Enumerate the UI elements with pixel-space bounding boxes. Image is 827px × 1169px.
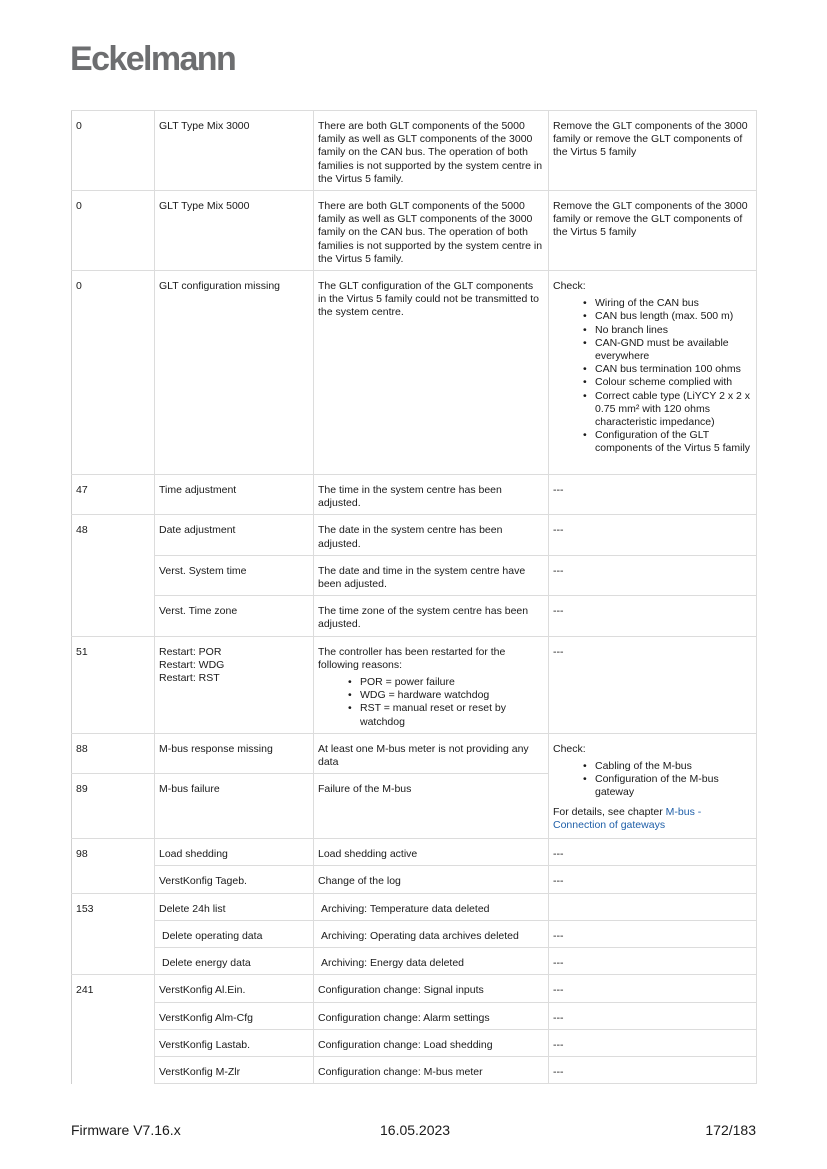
code-cell: [72, 866, 155, 893]
action-cell: [549, 271, 757, 475]
action-cell: ---: [549, 515, 757, 555]
footer-firmware-version: Firmware V7.16.x: [71, 1122, 181, 1138]
action-cell: ---: [549, 1056, 757, 1083]
description-cell: Change of the log: [314, 866, 549, 893]
code-cell: 153: [72, 893, 155, 920]
description-cell: Configuration change: Alarm settings: [314, 1002, 549, 1029]
description-cell: At least one M-bus meter is not providing any data: [314, 733, 549, 773]
table-row: [72, 1002, 757, 1029]
table-row: [72, 111, 757, 191]
code-cell: [72, 596, 155, 636]
table-row: [72, 733, 757, 773]
table-row: [72, 636, 757, 733]
name-cell: Time adjustment: [155, 475, 314, 515]
code-cell: [72, 1056, 155, 1083]
check-list: [553, 760, 752, 800]
name-cell: VerstKonfig Al.Ein.: [155, 975, 314, 1002]
table-row: [72, 475, 757, 515]
name-cell: M-bus failure: [155, 774, 314, 839]
action-cell: ---: [549, 596, 757, 636]
description-cell: The date in the system centre has been adjusted.: [314, 515, 549, 555]
restart-intro: The controller has been restarted for the following reasons:: [318, 645, 506, 671]
description-cell: Failure of the M-bus: [314, 774, 549, 839]
table-row: [72, 920, 757, 947]
description-cell: The date and time in the system centre have been adjusted.: [314, 555, 549, 595]
action-cell: ---: [549, 839, 757, 866]
restart-por: Restart: POR: [159, 645, 222, 658]
description-cell: Load shedding active: [314, 839, 549, 866]
action-cell: Remove the GLT components of the 3000 family or remove the GLT components of the Virtus 5 family: [549, 111, 757, 191]
code-cell: 51: [72, 636, 155, 733]
list-item: • RST = manual reset or reset by watchdog: [318, 702, 544, 728]
list-item: • No branch lines: [553, 324, 752, 337]
code-cell: [72, 948, 155, 975]
action-cell: ---: [549, 866, 757, 893]
list-item: • Wiring of the CAN bus: [553, 297, 752, 310]
table-row: [72, 893, 757, 920]
details-prefix: For details, see chapter: [553, 805, 666, 818]
name-cell: GLT configuration missing: [155, 271, 314, 475]
description-cell: The GLT configuration of the GLT components in the Virtus 5 family could not be transmitted to the system centre.: [314, 271, 549, 475]
eckelmann-logo: Eckelmann: [70, 40, 236, 78]
list-item: • Colour scheme complied with: [553, 376, 752, 389]
list-item: • CAN-GND must be available everywhere: [553, 337, 752, 363]
code-cell: [72, 555, 155, 595]
table-row: [72, 866, 757, 893]
reason-list: [318, 676, 544, 729]
action-cell: [549, 893, 757, 920]
action-cell: ---: [549, 920, 757, 947]
description-cell: There are both GLT components of the 5000 family as well as GLT components of the 3000 family on the CAN bus. The operation of both families is not supported by the system centre in the Virtus 5 family.: [314, 191, 549, 271]
code-cell: 89: [72, 774, 155, 839]
name-cell: GLT Type Mix 3000: [155, 111, 314, 191]
check-intro: Check:: [553, 280, 586, 293]
action-cell: ---: [549, 636, 757, 733]
name-cell: Verst. Time zone: [155, 596, 314, 636]
action-cell: [549, 733, 757, 838]
details-note: [553, 806, 752, 832]
messages-table: [71, 110, 757, 1084]
name-cell: VerstKonfig Lastab.: [155, 1029, 314, 1056]
action-cell: ---: [549, 975, 757, 1002]
name-cell: VerstKonfig Alm-Cfg: [155, 1002, 314, 1029]
list-item: • Configuration of the GLT components of the Virtus 5 family: [553, 429, 752, 455]
name-cell: VerstKonfig Tageb.: [155, 866, 314, 893]
footer-date: 16.05.2023: [380, 1122, 451, 1138]
restart-rst: Restart: RST: [159, 672, 220, 685]
name-cell: VerstKonfig M-Zlr: [155, 1056, 314, 1083]
description-cell: Configuration change: Signal inputs: [314, 975, 549, 1002]
code-cell: 47: [72, 475, 155, 515]
list-item: • CAN bus length (max. 500 m): [553, 310, 752, 323]
name-cell: [155, 636, 314, 733]
action-cell: ---: [549, 1029, 757, 1056]
table-row: [72, 596, 757, 636]
list-item: • Correct cable type (LiYCY 2 x 2 x 0.75 mm² with 120 ohms characteristic impedance): [553, 390, 752, 430]
description-cell: Archiving: Operating data archives deleted: [314, 920, 549, 947]
code-cell: [72, 1029, 155, 1056]
name-cell: Delete energy data: [155, 948, 314, 975]
code-cell: 48: [72, 515, 155, 555]
action-cell: ---: [549, 475, 757, 515]
description-cell: Configuration change: M-bus meter: [314, 1056, 549, 1083]
list-item: • Configuration of the M-bus gateway: [553, 773, 752, 799]
code-cell: 0: [72, 271, 155, 475]
description-cell: [314, 636, 549, 733]
table-row: [72, 975, 757, 1002]
table-row: [72, 191, 757, 271]
table-row: [72, 948, 757, 975]
action-cell: ---: [549, 555, 757, 595]
description-cell: Archiving: Temperature data deleted: [314, 893, 549, 920]
name-cell: Delete operating data: [155, 920, 314, 947]
code-cell: 98: [72, 839, 155, 866]
footer-page-number: 172/183: [705, 1122, 756, 1138]
code-cell: [72, 1002, 155, 1029]
action-cell: ---: [549, 1002, 757, 1029]
list-item: • Cabling of the M-bus: [553, 760, 752, 773]
description-cell: The time in the system centre has been adjusted.: [314, 475, 549, 515]
check-intro: Check:: [553, 742, 586, 755]
table-row: [72, 1029, 757, 1056]
code-cell: 241: [72, 975, 155, 1002]
name-cell: GLT Type Mix 5000: [155, 191, 314, 271]
name-cell: Delete 24h list: [155, 893, 314, 920]
description-cell: Configuration change: Load shedding: [314, 1029, 549, 1056]
check-list: [553, 297, 752, 455]
name-cell: Verst. System time: [155, 555, 314, 595]
action-cell: ---: [549, 948, 757, 975]
list-item: • CAN bus termination 100 ohms: [553, 363, 752, 376]
description-cell: There are both GLT components of the 5000 family as well as GLT components of the 3000 family on the CAN bus. The operation of both families is not supported by the system centre in the Virtus 5 family.: [314, 111, 549, 191]
table-row: [72, 515, 757, 555]
restart-wdg: Restart: WDG: [159, 658, 225, 671]
list-item: • WDG = hardware watchdog: [318, 689, 544, 702]
name-cell: Date adjustment: [155, 515, 314, 555]
table-row: [72, 1056, 757, 1083]
name-cell: M-bus response missing: [155, 733, 314, 773]
description-cell: The time zone of the system centre has been adjusted.: [314, 596, 549, 636]
action-cell: Remove the GLT components of the 3000 family or remove the GLT components of the Virtus 5 family: [549, 191, 757, 271]
table-row: [72, 839, 757, 866]
code-cell: 0: [72, 111, 155, 191]
code-cell: 88: [72, 733, 155, 773]
description-cell: Archiving: Energy data deleted: [314, 948, 549, 975]
code-cell: [72, 920, 155, 947]
mbus-chapter-link[interactable]: M-bus - Connection of gateways: [553, 805, 702, 831]
list-item: • POR = power failure: [318, 676, 544, 689]
name-cell: Load shedding: [155, 839, 314, 866]
table-row: [72, 271, 757, 475]
table-row: [72, 555, 757, 595]
code-cell: 0: [72, 191, 155, 271]
